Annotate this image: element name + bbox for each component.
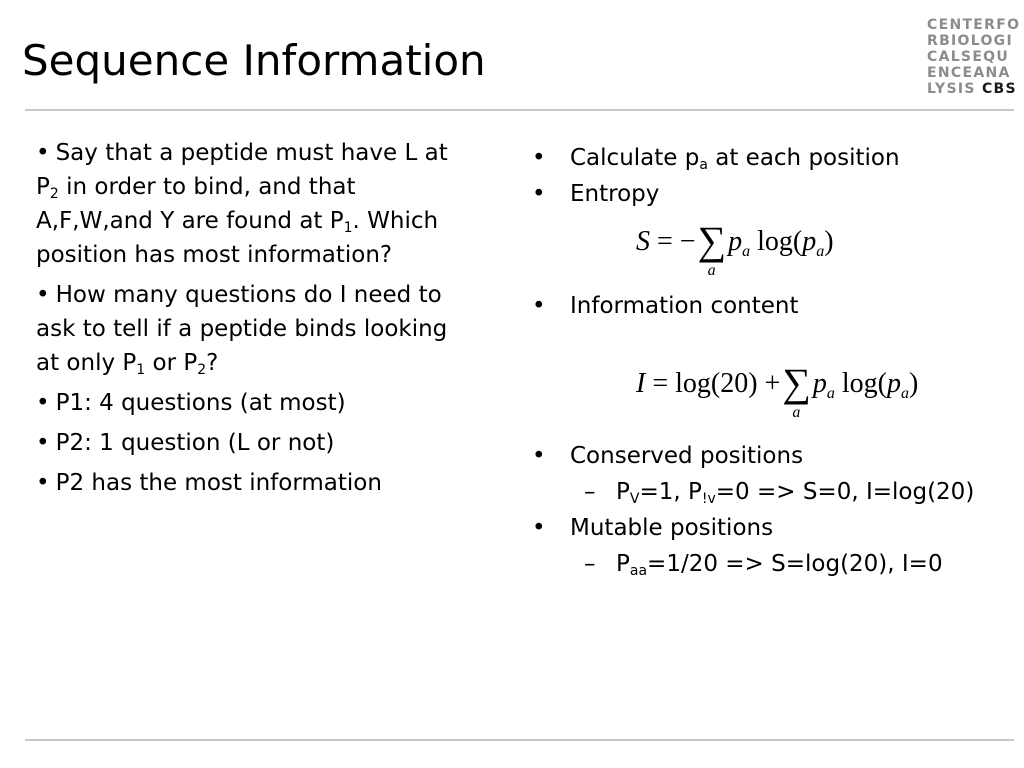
q1-text-a: Say that a peptide must have L at P [36,140,448,200]
sigma-glyph: ∑ [782,360,811,405]
formula-log: log( [834,368,887,399]
logo-line-5 [927,81,1020,97]
cbs-logo [927,17,1020,97]
formula-eq: = − [657,226,696,257]
logo-line-1: CENTERFO [927,17,1021,33]
info-content-label: Information content [570,293,799,319]
sub-bullet-conserved [532,474,1012,510]
bullet-calculate [532,140,1012,176]
formula-close: ) [824,226,834,257]
bullet: • [36,140,50,166]
q1-sub-1: 2 [49,186,59,202]
sub-bullet-mutable [532,546,1012,582]
slide-title: Sequence Information [22,36,486,85]
q2-sub-2: 2 [197,362,207,378]
q2-text-a: How many questions do I need to ask to tell if a peptide binds looking at only P [36,282,448,376]
left-column [36,136,476,506]
sigma-symbol [782,360,811,421]
question-2 [36,278,476,380]
cons-end: =0 => S=0, I=log(20) [715,479,975,505]
mut-end: =1/20 => S=log(20), I=0 [647,551,943,577]
answer-2-text: P2: 1 question (L or not) [55,430,335,456]
header-divider [25,109,1014,111]
logo-line-2: RBIOLOGI [927,33,1013,49]
formula-p: p [728,226,743,257]
logo-line-5-text: LYSIS [927,81,976,97]
formula-p2: p [886,368,901,399]
logo-line-3: CALSEQU [927,49,1010,65]
formula-p: p [812,368,827,399]
footer-divider [25,739,1014,741]
mutable-label: Mutable positions [570,515,774,541]
cons-p: P [616,479,630,505]
logo-cbs: CBS [981,81,1017,97]
bullet-info-content [532,288,1012,324]
mut-p: P [616,551,630,577]
sigma-index: a [707,262,716,279]
bullet: • [532,443,546,469]
cons-sub-2: !v [701,491,716,507]
formula-p-sub: a [742,243,751,260]
bullet: • [532,293,546,319]
q1-text-c: . Which position has most information? [36,208,439,268]
cons-mid: =1, P [639,479,702,505]
bullet: • [36,470,50,496]
answer-2 [36,426,476,460]
right-column [532,140,1012,582]
bullet: • [36,390,50,416]
formula-i: I [636,368,646,399]
q2-sub-1: 1 [136,362,146,378]
dash: – [584,551,596,577]
dash: – [584,479,596,505]
calc-sub: a [699,157,708,173]
question-1 [36,136,476,272]
answer-3 [36,466,476,500]
bullet: • [532,181,546,207]
logo-line-4: ENCEANA [927,65,1011,81]
sigma-symbol [697,218,727,279]
sigma-index: a [792,404,801,421]
bullet: • [36,282,50,308]
answer-1-text: P1: 4 questions (at most) [55,390,346,416]
bullet-mutable [532,510,1012,546]
bullet: • [36,430,50,456]
entropy-label: Entropy [570,181,660,207]
entropy-formula [636,218,834,279]
calc-text-a: Calculate p [570,145,700,171]
formula-p2: p [802,226,817,257]
conserved-label: Conserved positions [570,443,804,469]
formula-p2-sub: a [816,243,825,260]
mut-sub: aa [629,563,648,579]
q1-sub-2: 1 [343,220,353,236]
q2-text-b: or P [145,350,198,376]
formula-eq: = log(20) + [652,368,781,399]
bullet: • [532,515,546,541]
cons-sub-1: V [629,491,640,507]
formula-p-sub: a [826,385,835,402]
formula-close: ) [908,368,919,399]
bullet-conserved [532,438,1012,474]
q1-text-b: in order to bind, and that A,F,W,and Y are found at P [36,174,356,234]
formula-log: log( [750,226,803,257]
formula-s: S [636,226,650,257]
answer-3-text: P2 has the most information [55,470,382,496]
calc-text-b: at each position [707,145,900,171]
formula-p2-sub: a [900,385,909,402]
bullet-entropy [532,176,1012,212]
sigma-glyph: ∑ [697,218,727,263]
answer-1 [36,386,476,420]
bullet: • [532,145,546,171]
information-formula [636,360,919,421]
q2-text-c: ? [206,350,219,376]
